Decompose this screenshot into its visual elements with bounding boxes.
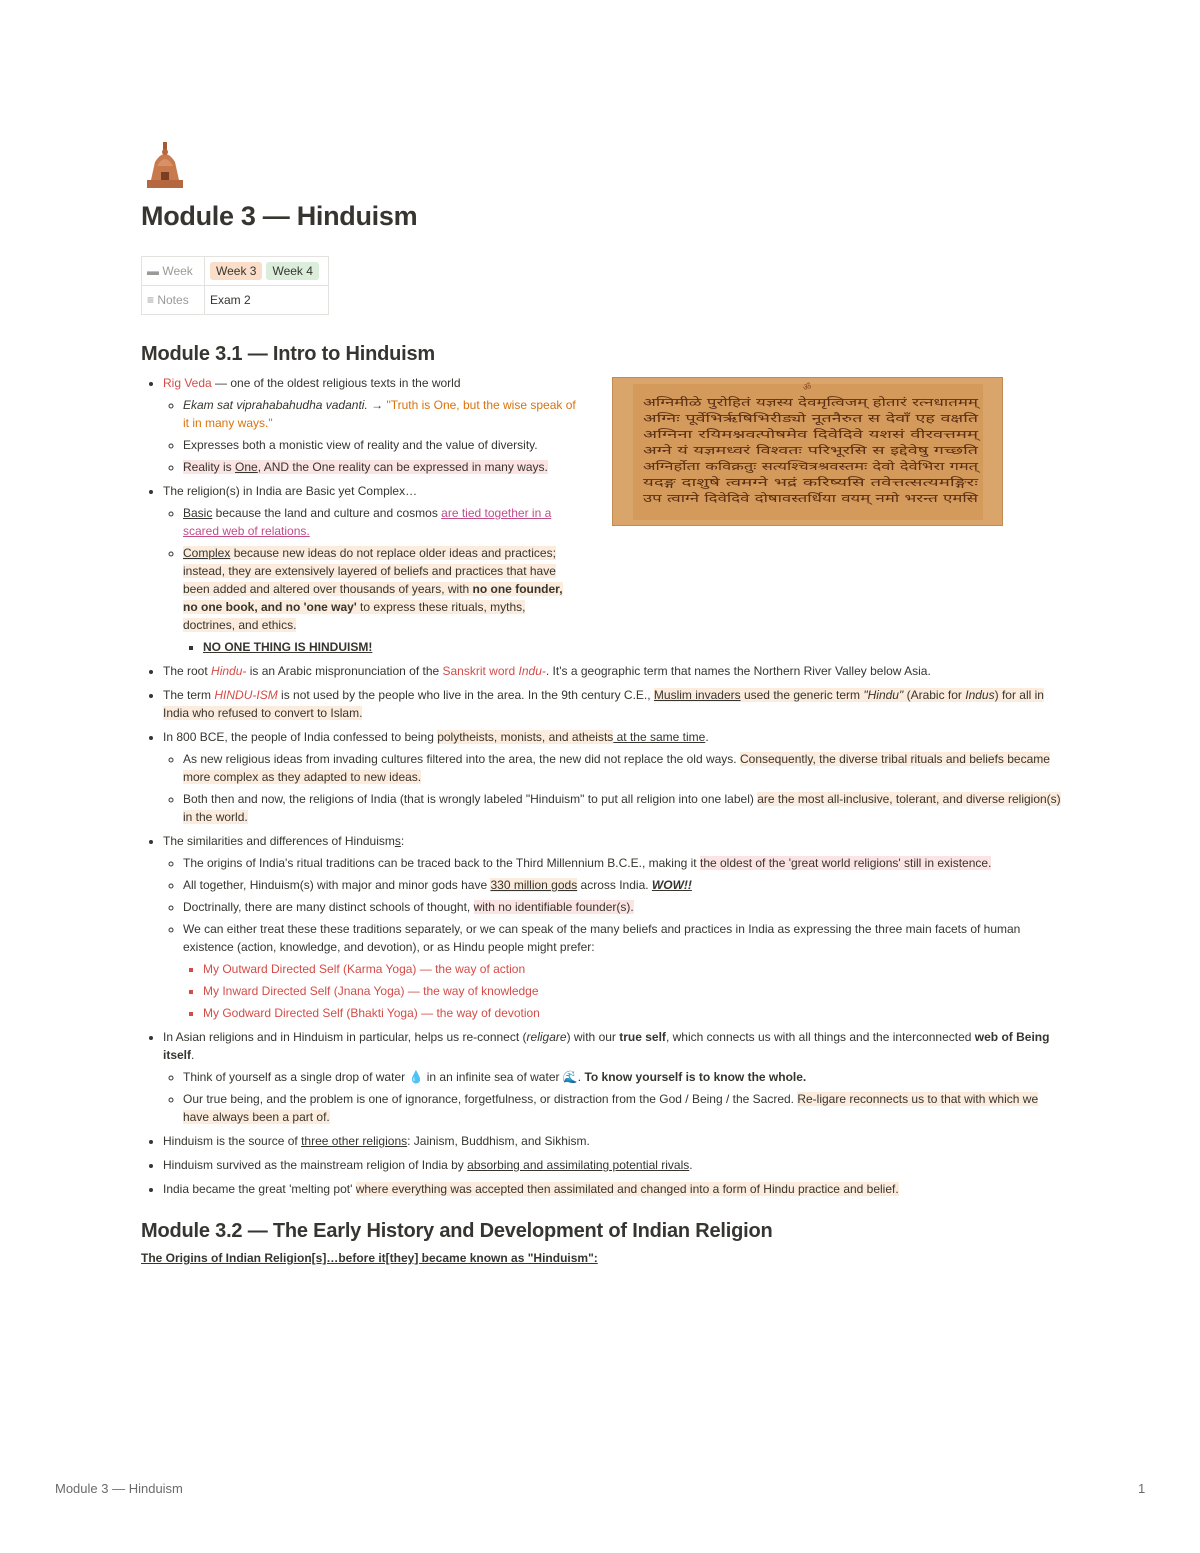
list-item: • Rig Veda — one of the oldest religious texts in the world ◦ Ekam sat viprahabahudha vadanti. → "Truth is One, but the wise speak of it in many ways." ◦ Expresses both a monistic view of reality and the value of diversity. ◦ Reality is One, AND the One reality can be expressed in many ways.: [163, 374, 558, 476]
list-item: • The religion(s) in India are Basic yet Complex… ◦ Basic because the land and culture and cosmos are tied together in a scared web of relations. ◦ Complex because new ideas do not replace older ideas and practices; instead, they are extensively layered of beliefs and practices that have been added and altered over thousands of years, with no one founder, no one book, and no 'one way' to express these rituals, myths, doctrines, and ethics. ▪ NO ONE THING IS HINDUISM!: [163, 482, 558, 656]
list-item: ▪ NO ONE THING IS HINDUISM!: [203, 638, 578, 656]
notes-label: ≡ Notes: [142, 286, 205, 315]
week-label: ▬ Week: [142, 257, 205, 286]
wave-icon: 🌊: [562, 1070, 578, 1084]
list-item: • The term HINDU-ISM is not used by the people who live in the area. In the 9th century C.E., Muslim invaders used the generic term "Hindu" (Arabic for Indus) for all in India who refused to convert to Islam.: [163, 686, 1061, 722]
section-heading-3-2: Module 3.2 — The Early History and Development of Indian Religion: [141, 1220, 773, 1242]
list-item: ◦ Doctrinally, there are many distinct schools of thought, with no identifiable founder(s).: [183, 898, 1061, 916]
page-number: 1: [1138, 1481, 1146, 1496]
manuscript-line: अग्ने यं यज्ञमध्वरं विश्वतः परिभूरसि स इद्देवेषु गच्छति: [643, 444, 849, 457]
water-drop-icon: 💧: [408, 1070, 424, 1084]
week-tag-3[interactable]: Week 3: [210, 262, 262, 280]
week-tag-4[interactable]: Week 4: [266, 262, 318, 280]
list-icon: ▬: [147, 264, 163, 278]
list-item: ▪ My Outward Directed Self (Karma Yoga) — the way of action: [203, 960, 1061, 978]
list-item: ◦ The origins of India's ritual traditions can be traced back to the Third Millennium B.C.E., making it the oldest of the 'great world religions' still in existence.: [183, 854, 1061, 872]
manuscript-line: अग्निर्होता कविक्रतुः सत्यश्चित्रश्रवस्तमः देवो देवेभिरा गमत्: [643, 460, 981, 473]
manuscript-line: अग्निना रयिमश्नवत्पोषमेव दिवेदिवे यशसं वीरवत्तमम्: [643, 428, 982, 441]
manuscript-line: अग्निमीळे पुरोहितं यज्ञस्य देवमृत्विजम् होतारं रत्नधातमम्: [643, 396, 982, 409]
list-item: • In Asian religions and in Hinduism in particular, helps us re-connect (religare) with our true self, which connects us with all things and the interconnected web of Being itself. ◦ Think of yourself as a single drop of water 💧 in an infinite sea of water 🌊. To know yourself is to know the whole. ◦ Our true being, and the problem is one of ignorance, forgetfulness, or distraction from the God / Being / the Sacred. Re-ligare reconnects us to that with which we have always been a part of.: [163, 1028, 1061, 1126]
list-item: • India became the great 'melting pot' where everything was accepted then assimilated and changed into a form of Hindu practice and belief.: [163, 1180, 1061, 1198]
list-item: ◦ We can either treat these these traditions separately, or we can speak of the many beliefs and practices in India as expressing the three main facets of human existence (action, knowledge, and devotion), or as Hindu people might prefer: ▪ My Outward Directed Self (Karma Yoga) — the way of action ▪ My Inward Directed Self (Jnana Yoga) — the way of knowledge ▪ My Godward Directed Self (Bhakti Yoga) — the way of devotion: [183, 920, 1061, 1022]
section-subheading: The Origins of Indian Religion[s]…before it[they] became known as "Hinduism":: [141, 1251, 598, 1265]
week-value[interactable]: [205, 257, 329, 286]
list-item: ◦ Think of yourself as a single drop of water 💧 in an infinite sea of water 🌊. To know yourself is to know the whole.: [183, 1068, 1061, 1086]
page-title: Module 3 — Hinduism: [141, 201, 418, 231]
list-item: • The similarities and differences of Hinduisms: ◦ The origins of India's ritual traditions can be traced back to the Third Millennium B.C.E., making it the oldest of the 'great world religions' still in existence. ◦ All together, Hinduism(s) with major and minor gods have 330 million gods across India. WOW!! ◦ Doctrinally, there are many distinct schools of thought, with no identifiable founder(s). ◦ We can either treat these these traditions separately, or we can speak of the many beliefs and practices in India as expressing the three main facets of human existence (action, knowledge, and devotion), or as Hindu people might prefer: ▪ My Outward Directed Self (Karma Yoga) — the way of action ▪ My Inward Directed Self (Jnana Yoga) — the way of knowledge ▪ My Godward Directed Self (Bhakti Yoga) — the way of devotion: [163, 832, 1061, 1022]
list-item: ◦ All together, Hinduism(s) with major and minor gods have 330 million gods across India. WOW!!: [183, 876, 1061, 894]
list-item: ▪ My Inward Directed Self (Jnana Yoga) — the way of knowledge: [203, 982, 1061, 1000]
page-content: [141, 140, 1061, 1265]
property-row-week: [142, 257, 329, 286]
list-item: ◦ Both then and now, the religions of India (that is wrongly labeled "Hinduism" to put all religion into one label) are the most all-inclusive, tolerant, and diverse religion(s) in the world.: [183, 790, 1061, 826]
list-item: • The root Hindu- is an Arabic mispronunciation of the Sanskrit word Indu-. It's a geographic term that names the Northern River Valley below Asia.: [163, 662, 1061, 680]
list-item: • In 800 BCE, the people of India confessed to being polytheists, monists, and atheists at the same time. ◦ As new religious ideas from invading cultures filtered into the area, the new did not replace the old ways. Consequently, the diverse tribal rituals and beliefs became more complex as they adapted to new ideas. ◦ Both then and now, the religions of India (that is wrongly labeled "Hinduism" to put all religion into one label) are the most all-inclusive, tolerant, and diverse religion(s) in the world.: [163, 728, 1061, 826]
properties-table: [141, 256, 329, 315]
notes-value[interactable]: Exam 2: [205, 286, 329, 315]
temple-icon: [143, 140, 187, 190]
manuscript-drawing: [613, 378, 1002, 525]
list-item: • Hinduism survived as the mainstream religion of India by absorbing and assimilating potential rivals.: [163, 1156, 1061, 1174]
list-item: ▪ My Godward Directed Self (Bhakti Yoga) — the way of devotion: [203, 1004, 1061, 1022]
list-item: ◦ Reality is One, AND the One reality can be expressed in many ways.: [183, 458, 578, 476]
property-row-notes: [142, 286, 329, 315]
list-item: ◦ Our true being, and the problem is one of ignorance, forgetfulness, or distraction from the God / Being / the Sacred. Re-ligare reconnects us to that with which we have always been a part of.: [183, 1090, 1061, 1126]
section-heading-3-1: Module 3.1 — Intro to Hinduism: [141, 343, 436, 365]
footer-title: Module 3 — Hinduism: [55, 1481, 183, 1496]
list-item: ◦ Complex because new ideas do not replace older ideas and practices; instead, they are extensively layered of beliefs and practices that have been added and altered over thousands of years, with no one founder, no one book, and no 'one way' to express these rituals, myths, doctrines, and ethics. ▪ NO ONE THING IS HINDUISM!: [183, 544, 578, 656]
manuscript-line: यदङ्ग दाशुषे त्वमग्ने भद्रं करिष्यसि तवेत्तत्सत्यमङ्गिरः: [643, 476, 980, 489]
manuscript-header: ॐ: [803, 382, 812, 392]
text-lines-icon: ≡: [147, 293, 158, 307]
list-item: ◦ Expresses both a monistic view of reality and the value of diversity.: [183, 436, 578, 454]
list-item: ◦ As new religious ideas from invading cultures filtered into the area, the new did not replace the old ways. Consequently, the diverse tribal rituals and beliefs became more complex as they adapted to new ideas.: [183, 750, 1061, 786]
list-item: • Hinduism is the source of three other religions: Jainism, Buddhism, and Sikhism.: [163, 1132, 1061, 1150]
list-item: ◦ Ekam sat viprahabahudha vadanti. → "Truth is One, but the wise speak of it in many ways.": [183, 396, 578, 432]
manuscript-line: उप त्वाग्ने दिवेदिवे दोषावस्तर्धिया वयम् नमो भरन्त एमसि: [643, 492, 979, 505]
manuscript-line: अग्निः पूर्वेभिर्ऋषिभिरीड्यो नूतनैरुत स देवाँ एह वक्षति: [643, 412, 850, 425]
manuscript-image: [612, 377, 1003, 526]
list-item: ◦ Basic because the land and culture and cosmos are tied together in a scared web of relations.: [183, 504, 578, 540]
